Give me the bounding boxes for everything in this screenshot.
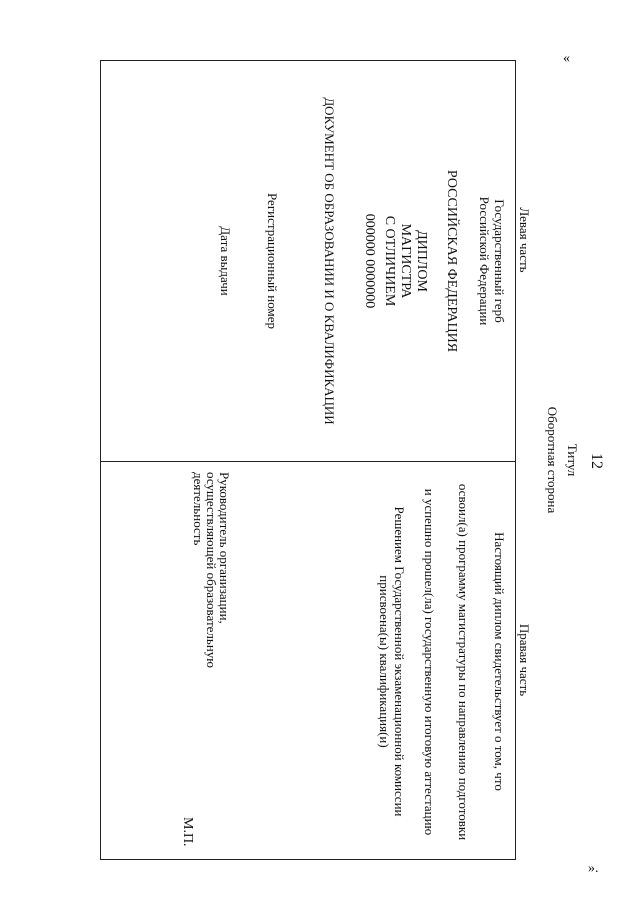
emblem-line-1: Государственный герб <box>492 199 507 323</box>
left-part <box>101 61 515 461</box>
diploma-line-1: ДИПЛОМ <box>414 230 429 292</box>
country-name: РОССИЙСКАЯ ФЕДЕРАЦИЯ <box>444 169 459 353</box>
commission-line: Решением Государственной экзаменационной комиссии <box>392 506 407 817</box>
left-part-label: Левая часть <box>517 207 532 273</box>
form-subtitle: Оборотная сторона <box>545 406 560 514</box>
emblem-line-2: Российской Федерации <box>477 196 492 326</box>
registration-number-label: Регистрационный номер <box>265 193 280 329</box>
diploma-title <box>397 61 429 461</box>
organization-head-label <box>192 472 231 672</box>
close-quote-mark: ». <box>588 861 599 876</box>
form-title: Титул <box>565 443 580 477</box>
document-type: ДОКУМЕНТ ОБ ОБРАЗОВАНИИ И О КВАЛИФИКАЦИИ <box>322 97 337 425</box>
stamp-placeholder: М.П. <box>180 817 195 847</box>
diploma-reverse-form <box>100 40 590 880</box>
attestation-text: и успешно прошел(ла) государственную итоговую аттестацию <box>422 488 437 836</box>
diploma-line-2: МАГИСТРА <box>398 223 413 299</box>
qualification-text <box>377 462 407 861</box>
diploma-number: 000000 0000000 <box>362 213 377 309</box>
page-number: 12 <box>588 453 605 469</box>
issue-date-label: Дата выдачи <box>218 226 233 296</box>
head-line-3: деятельность <box>191 472 206 546</box>
emblem-caption <box>477 61 507 461</box>
form-table <box>100 60 516 860</box>
honors-label: С ОТЛИЧИЕМ <box>382 215 397 307</box>
open-quote-mark: « <box>563 51 570 66</box>
qualification-line: присвоена(ы) квалификация(и) <box>377 575 392 748</box>
right-part <box>101 462 515 861</box>
right-part-label: Правая часть <box>517 623 532 697</box>
program-text: освоил(а) программу магистратуры по направлению подготовки <box>456 483 471 841</box>
certifies-text: Настоящий диплом свидетельствует о том, что <box>492 532 507 791</box>
head-line-2: осуществляющей образовательную <box>204 472 219 668</box>
head-line-1: Руководитель организации, <box>217 472 232 624</box>
